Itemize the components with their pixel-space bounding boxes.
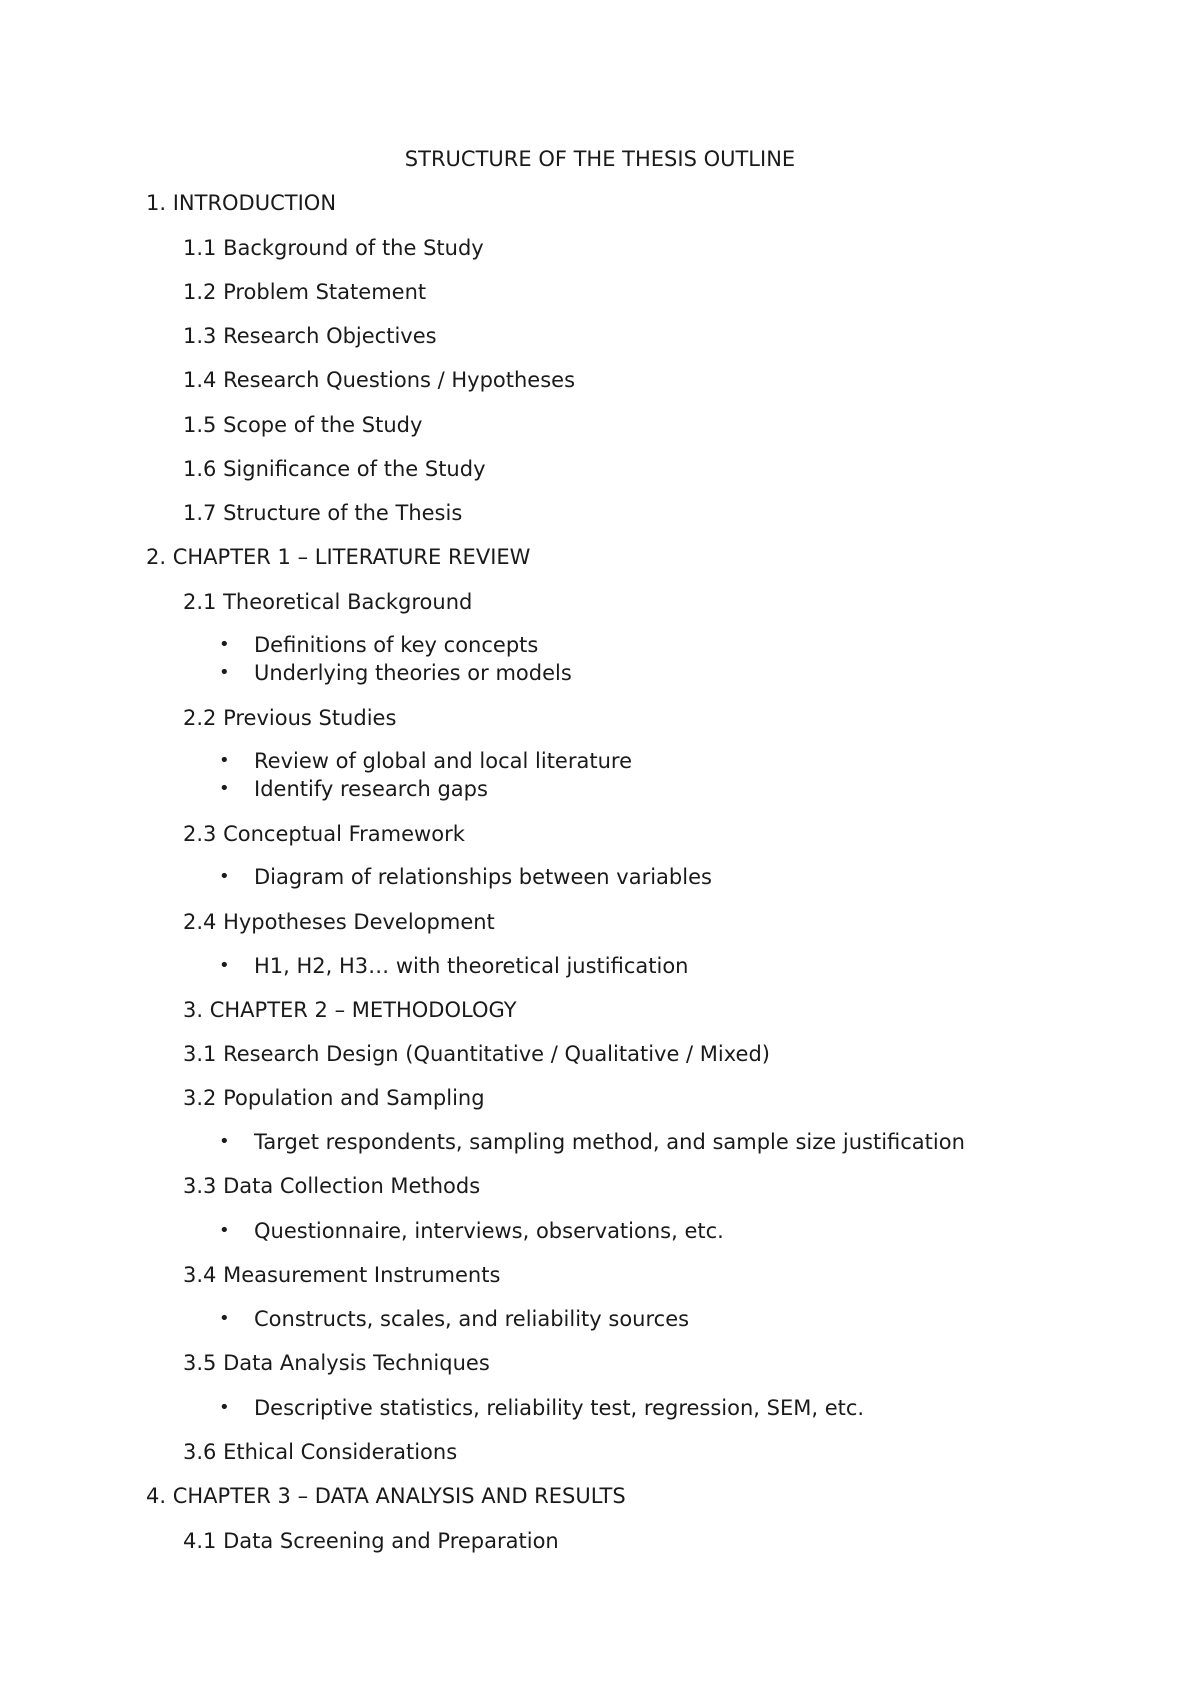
outline-item: 2.3 Conceptual Framework (183, 822, 465, 846)
bullet-item (219, 1306, 690, 1332)
bullet-icon: • (219, 1131, 230, 1152)
outline-item: 1.7 Structure of the Thesis (183, 501, 463, 525)
bullet-item (219, 776, 488, 802)
bullet-text: Diagram of relationships between variables (254, 865, 712, 889)
bullet-icon: • (219, 1397, 230, 1418)
outline-item: 3.4 Measurement Instruments (183, 1263, 501, 1287)
outline-item: 3.5 Data Analysis Techniques (183, 1351, 490, 1375)
section-heading-introduction: 1. INTRODUCTION (146, 191, 337, 215)
outline-item: 1.5 Scope of the Study (183, 413, 423, 437)
bullet-item (219, 632, 539, 658)
outline-item: 1.1 Background of the Study (183, 236, 484, 260)
bullet-item (219, 1129, 965, 1155)
bullet-icon: • (219, 778, 230, 799)
outline-item: 2.1 Theoretical Background (183, 590, 473, 614)
section-heading-methodology: 3. CHAPTER 2 – METHODOLOGY (183, 998, 517, 1022)
outline-item: 2.4 Hypotheses Development (183, 910, 495, 934)
outline-item: 4.1 Data Screening and Preparation (183, 1529, 559, 1553)
document-title: STRUCTURE OF THE THESIS OUTLINE (404, 147, 796, 171)
bullet-text: Definitions of key concepts (254, 633, 539, 657)
bullet-icon: • (219, 1308, 230, 1329)
outline-item: 3.3 Data Collection Methods (183, 1174, 481, 1198)
outline-item: 3.1 Research Design (Quantitative / Qualitative / Mixed) (183, 1042, 770, 1066)
bullet-icon: • (219, 866, 230, 887)
section-heading-literature-review: 2. CHAPTER 1 – LITERATURE REVIEW (146, 545, 531, 569)
bullet-text: Identify research gaps (254, 777, 488, 801)
bullet-item (219, 953, 689, 979)
bullet-item (219, 1395, 865, 1421)
outline-item: 2.2 Previous Studies (183, 706, 397, 730)
outline-item: 1.2 Problem Statement (183, 280, 427, 304)
bullet-text: Target respondents, sampling method, and sample size justification (254, 1130, 965, 1154)
bullet-item (219, 864, 712, 890)
bullet-icon: • (219, 634, 230, 655)
bullet-text: Underlying theories or models (254, 661, 572, 685)
bullet-icon: • (219, 662, 230, 683)
outline-item: 1.3 Research Objectives (183, 324, 437, 348)
bullet-text: Review of global and local literature (254, 749, 632, 773)
section-heading-data-analysis: 4. CHAPTER 3 – DATA ANALYSIS AND RESULTS (146, 1484, 626, 1508)
bullet-text: Descriptive statistics, reliability test, regression, SEM, etc. (254, 1396, 865, 1420)
bullet-item (219, 748, 632, 774)
outline-item: 1.4 Research Questions / Hypotheses (183, 368, 576, 392)
outline-item: 3.6 Ethical Considerations (183, 1440, 458, 1464)
bullet-text: Constructs, scales, and reliability sources (254, 1307, 690, 1331)
outline-item: 1.6 Significance of the Study (183, 457, 486, 481)
bullet-text: H1, H2, H3… with theoretical justification (254, 954, 689, 978)
bullet-text: Questionnaire, interviews, observations, etc. (254, 1219, 724, 1243)
bullet-item (219, 660, 572, 686)
bullet-icon: • (219, 1220, 230, 1241)
outline-item: 3.2 Population and Sampling (183, 1086, 485, 1110)
bullet-item (219, 1218, 724, 1244)
bullet-icon: • (219, 750, 230, 771)
bullet-icon: • (219, 955, 230, 976)
